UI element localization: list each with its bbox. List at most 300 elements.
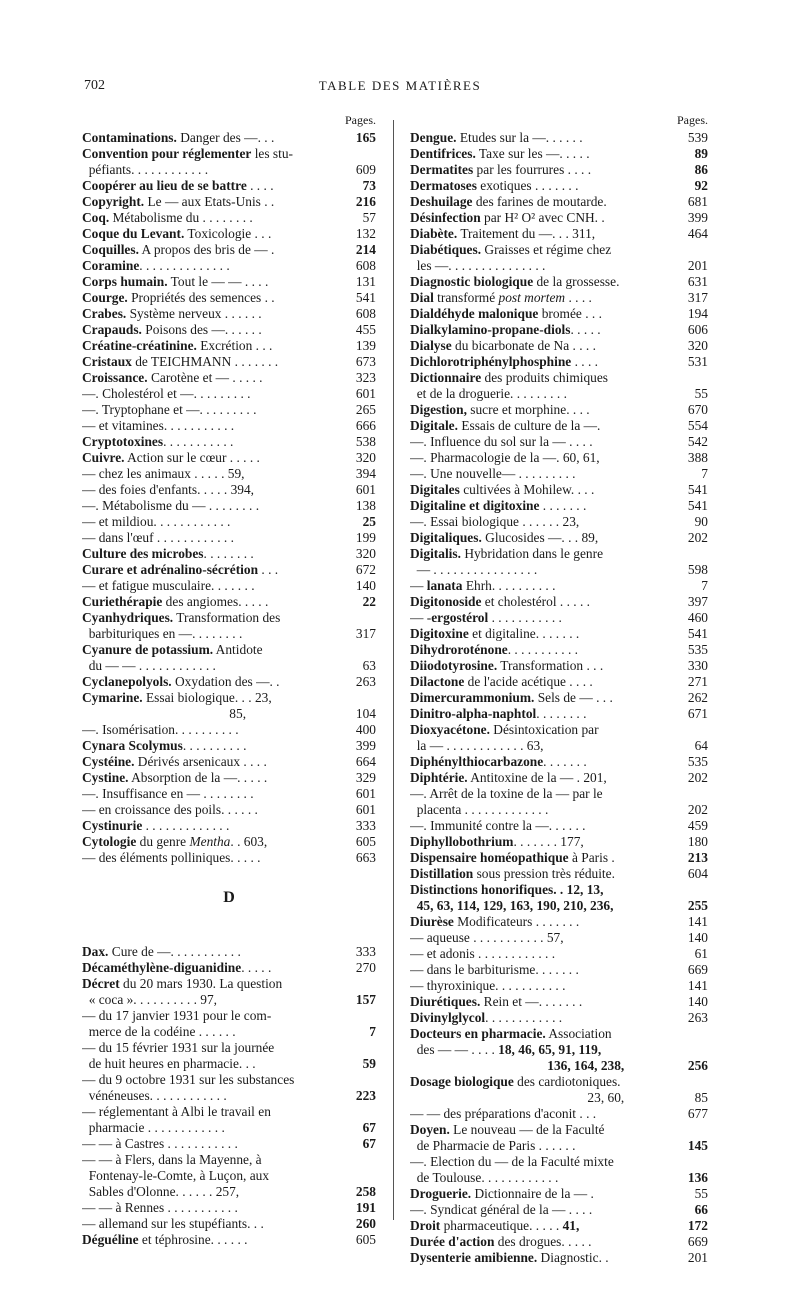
entry-text: Décret du 20 mars 1930. La question	[82, 976, 283, 991]
index-entry	[82, 770, 376, 786]
entry-text: —. Syndicat général de la — . . . .	[410, 1202, 593, 1217]
entry-page: 265	[355, 402, 376, 417]
entry-text: — lanata Ehrh. . . . . . . . . .	[410, 578, 556, 593]
entry-page: 66	[694, 1202, 708, 1217]
entry-text: — du 9 octobre 1931 sur les substances	[82, 1072, 295, 1087]
index-entry	[410, 642, 708, 658]
entry-text: Digitoxine et digitaline. . . . . . .	[410, 626, 580, 641]
entry-text: Cuivre. Action sur le cœur . . . . .	[82, 450, 260, 465]
entry-text: placenta . . . . . . . . . . . . .	[410, 802, 549, 817]
index-entry	[82, 834, 376, 850]
entry-text: Décaméthylène-diguanidine. . . . .	[82, 960, 272, 975]
entry-page: 598	[687, 562, 708, 577]
index-entry	[410, 1234, 708, 1250]
entry-page: 140	[687, 994, 708, 1009]
column-divider	[393, 120, 394, 1220]
entry-page: 202	[687, 802, 708, 817]
index-entry	[410, 1202, 708, 1218]
entry-text: Diabétiques. Graisses et régime chez	[410, 242, 612, 257]
index-entry	[82, 992, 376, 1008]
entry-text: barbituriques en —. . . . . . . .	[82, 626, 243, 641]
entry-page: 141	[687, 914, 708, 929]
left-column	[82, 110, 376, 1248]
entry-page: 214	[355, 242, 376, 257]
entry-text: Docteurs en pharmacie. Association	[410, 1026, 612, 1041]
index-entry	[410, 242, 708, 258]
entry-page: 7	[369, 1024, 376, 1039]
index-entry	[410, 770, 708, 786]
index-entry	[82, 338, 376, 354]
entry-text: et de la droguerie. . . . . . . . .	[410, 386, 567, 401]
index-entry	[82, 944, 376, 960]
entry-page: 541	[355, 290, 376, 305]
entry-page: 140	[355, 578, 376, 593]
index-entry	[410, 1138, 708, 1154]
entry-text: Droguerie. Dictionnaire de la — .	[410, 1186, 594, 1201]
entry-text: Sables d'Olonne. . . . . . 257,	[82, 1184, 240, 1199]
entry-text: Dimercurammonium. Sels de — . . .	[410, 690, 613, 705]
index-entry	[410, 882, 708, 898]
index-entry	[410, 818, 708, 834]
entry-page: 609	[355, 162, 376, 177]
index-entry	[82, 1088, 376, 1104]
entry-text: — et adonis . . . . . . . . . . . .	[410, 946, 556, 961]
entry-text: Dermatoses exotiques . . . . . . .	[410, 178, 579, 193]
entry-text: Durée d'action des drogues. . . . .	[410, 1234, 592, 1249]
entry-text: Copyright. Le — aux Etats-Unis . .	[82, 194, 275, 209]
entry-page: 25	[362, 514, 376, 529]
entry-text: Dialkylamino-propane-diols. . . . .	[410, 322, 601, 337]
index-entry	[82, 354, 376, 370]
entry-page: 67	[362, 1136, 376, 1151]
entry-text: Deshuilage des farines de moutarde.	[410, 194, 607, 209]
entry-text: — et mildiou. . . . . . . . . . . .	[82, 514, 231, 529]
index-entry	[82, 738, 376, 754]
entry-text: Digitale. Essais de culture de la —.	[410, 418, 601, 433]
entry-text: — des foies d'enfants. . . . . 394,	[82, 482, 254, 497]
index-entry	[410, 130, 708, 146]
index-entry	[82, 514, 376, 530]
entry-page: 55	[694, 386, 708, 401]
entry-text: Dichlorotriphénylphosphine . . . .	[410, 354, 599, 369]
right-column	[410, 110, 708, 1266]
entry-text: Dialdéhyde malonique bromée . . .	[410, 306, 602, 321]
entry-text: — et vitamines. . . . . . . . . . .	[82, 418, 235, 433]
entry-page: 145	[687, 1138, 708, 1153]
entry-page: 317	[355, 626, 376, 641]
index-entry	[82, 594, 376, 610]
index-entry	[410, 210, 708, 226]
index-entry	[410, 946, 708, 962]
entry-page: 669	[687, 1234, 708, 1249]
index-entry	[82, 674, 376, 690]
index-entry	[410, 194, 708, 210]
index-list-c	[82, 130, 376, 866]
entry-text: —. Election du — de la Faculté mixte	[410, 1154, 614, 1169]
pages-label-left: Pages.	[345, 113, 376, 127]
entry-text: « coca ». . . . . . . . . . 97,	[82, 992, 217, 1007]
entry-page: 608	[355, 258, 376, 273]
entry-text: Culture des microbes. . . . . . . .	[82, 546, 254, 561]
entry-page: 320	[355, 450, 376, 465]
entry-text: Diurèse Modificateurs . . . . . . .	[410, 914, 580, 929]
index-entry	[410, 594, 708, 610]
entry-text: Cryptotoxines. . . . . . . . . . .	[82, 434, 234, 449]
entry-text: 85,	[82, 706, 247, 721]
index-entry	[82, 706, 376, 722]
entry-text: Coq. Métabolisme du . . . . . . . .	[82, 210, 253, 225]
entry-text: Corps humain. Tout le — — . . . .	[82, 274, 269, 289]
index-entry	[82, 322, 376, 338]
entry-text: — thyroxinique. . . . . . . . . . .	[410, 978, 566, 993]
index-entry	[410, 706, 708, 722]
index-entry	[410, 1058, 708, 1074]
entry-page: 541	[687, 498, 708, 513]
index-entry	[82, 258, 376, 274]
entry-page: 535	[687, 642, 708, 657]
entry-page: 400	[355, 722, 376, 737]
entry-page: 263	[355, 674, 376, 689]
entry-text: Convention pour réglementer les stu-	[82, 146, 294, 161]
index-entry	[82, 1232, 376, 1248]
entry-text: —. Essai biologique . . . . . . 23,	[410, 514, 580, 529]
entry-page: 460	[687, 610, 708, 625]
index-entry	[410, 1106, 708, 1122]
index-entry	[410, 290, 708, 306]
entry-text: — — des préparations d'aconit . . .	[410, 1106, 597, 1121]
index-entry	[82, 658, 376, 674]
index-entry	[410, 866, 708, 882]
entry-text: Divinylglycol. . . . . . . . . . . .	[410, 1010, 563, 1025]
entry-text: Cystéine. Dérivés arsenicaux . . . .	[82, 754, 267, 769]
entry-page: 61	[694, 946, 708, 961]
entry-page: 85	[694, 1090, 708, 1105]
entry-text: Cystinurie . . . . . . . . . . . . .	[82, 818, 230, 833]
entry-page: 388	[687, 450, 708, 465]
entry-text: Dax. Cure de —. . . . . . . . . . .	[82, 944, 241, 959]
index-entry	[410, 562, 708, 578]
entry-text: péfiants. . . . . . . . . . . .	[82, 162, 209, 177]
entry-text: Dialyse du bicarbonate de Na . . . .	[410, 338, 596, 353]
entry-page: 64	[694, 738, 708, 753]
entry-text: 23, 60,	[410, 1090, 625, 1105]
entry-text: Cyanhydriques. Transformation des	[82, 610, 281, 625]
index-entry	[82, 1136, 376, 1152]
index-entry	[82, 642, 376, 658]
index-entry	[410, 434, 708, 450]
index-entry	[82, 1200, 376, 1216]
entry-text: Coque du Levant. Toxicologie . . .	[82, 226, 272, 241]
index-entry	[410, 802, 708, 818]
entry-page: 666	[355, 418, 376, 433]
index-entry	[82, 274, 376, 290]
index-entry	[82, 1120, 376, 1136]
entry-page: 89	[694, 146, 708, 161]
index-entry	[82, 1008, 376, 1024]
entry-page: 541	[687, 626, 708, 641]
index-entry	[82, 578, 376, 594]
entry-text: Cynara Scolymus. . . . . . . . . .	[82, 738, 247, 753]
entry-text: Diurétiques. Rein et —. . . . . . .	[410, 994, 583, 1009]
index-entry	[410, 1250, 708, 1266]
entry-text: Curare et adrénalino-sécrétion . . .	[82, 562, 279, 577]
index-entry	[82, 130, 376, 146]
entry-page: 55	[694, 1186, 708, 1201]
index-entry	[410, 402, 708, 418]
entry-text: Diphénylthiocarbazone. . . . . . .	[410, 754, 587, 769]
entry-text: —. Arrêt de la toxine de la — par le	[410, 786, 603, 801]
index-entry	[82, 1216, 376, 1232]
entry-text: Dictionnaire des produits chimiques	[410, 370, 608, 385]
entry-page: 601	[355, 482, 376, 497]
entry-text: —. Une nouvelle— . . . . . . . . .	[410, 466, 576, 481]
index-entry	[410, 850, 708, 866]
entry-page: 399	[687, 210, 708, 225]
entry-page: 605	[355, 834, 376, 849]
entry-page: 262	[687, 690, 708, 705]
entry-page: 608	[355, 306, 376, 321]
entry-page: 671	[687, 706, 708, 721]
index-entry	[410, 962, 708, 978]
index-entry	[410, 1218, 708, 1234]
entry-page: 202	[687, 530, 708, 545]
entry-text: —. Cholestérol et —. . . . . . . . .	[82, 386, 251, 401]
entry-page: 535	[687, 754, 708, 769]
entry-page: 669	[687, 962, 708, 977]
index-entry	[410, 722, 708, 738]
page-title: TABLE DES MATIÈRES	[318, 78, 482, 93]
index-entry	[82, 178, 376, 194]
index-list-d-left	[82, 944, 376, 1248]
entry-page: 223	[355, 1088, 376, 1103]
entry-page: 213	[687, 850, 708, 865]
entry-page: 631	[687, 274, 708, 289]
index-entry	[82, 210, 376, 226]
entry-text: Crabes. Système nerveux . . . . . .	[82, 306, 262, 321]
index-entry	[410, 386, 708, 402]
entry-page: 320	[687, 338, 708, 353]
index-entry	[410, 466, 708, 482]
entry-page: 260	[355, 1216, 376, 1231]
entry-page: 90	[694, 514, 708, 529]
index-entry	[410, 1042, 708, 1058]
entry-text: Dengue. Etudes sur la —. . . . . .	[410, 130, 583, 145]
index-entry	[82, 482, 376, 498]
entry-text: merce de la codéine . . . . . .	[82, 1024, 236, 1039]
entry-text: 136, 164, 238,	[547, 1058, 625, 1073]
entry-page: 317	[687, 290, 708, 305]
index-entry	[82, 194, 376, 210]
entry-text: Croissance. Carotène et — . . . . .	[82, 370, 263, 385]
entry-text: — et fatigue musculaire. . . . . . .	[82, 578, 255, 593]
entry-text: Doyen. Le nouveau — de la Faculté	[410, 1122, 605, 1137]
index-entry	[410, 658, 708, 674]
entry-page: 22	[362, 594, 376, 609]
entry-text: Cystine. Absorption de la —. . . . .	[82, 770, 268, 785]
index-entry	[410, 450, 708, 466]
index-entry	[410, 274, 708, 290]
entry-text: Dispensaire homéopathique à Paris .	[410, 850, 615, 865]
entry-page: 323	[355, 370, 376, 385]
entry-text: Contaminations. Danger des —. . .	[82, 130, 275, 145]
index-entry	[410, 162, 708, 178]
entry-text: — du 17 janvier 1931 pour le com-	[82, 1008, 272, 1023]
entry-text: —. Isomérisation. . . . . . . . . .	[82, 722, 239, 737]
index-entry	[82, 562, 376, 578]
entry-page: 672	[355, 562, 376, 577]
entry-page: 601	[355, 802, 376, 817]
entry-page: 104	[355, 706, 376, 721]
entry-page: 180	[687, 834, 708, 849]
entry-text: — des éléments polliniques. . . . .	[82, 850, 261, 865]
entry-page: 538	[355, 434, 376, 449]
entry-text: Digitaliques. Glucosides —. . . 89,	[410, 530, 599, 545]
entry-text: Dermatites par les fourrures . . . .	[410, 162, 592, 177]
index-entry	[82, 1056, 376, 1072]
index-entry	[410, 1122, 708, 1138]
entry-page: 7	[701, 466, 708, 481]
entry-page: 663	[355, 850, 376, 865]
index-entry	[410, 754, 708, 770]
entry-text: Digitonoside et cholestérol . . . . .	[410, 594, 591, 609]
index-list-d-right	[410, 130, 708, 1266]
entry-text: 45, 63, 114, 129, 163, 190, 210, 236,	[416, 898, 614, 913]
index-entry	[410, 690, 708, 706]
index-entry	[410, 578, 708, 594]
entry-page: 199	[355, 530, 376, 545]
entry-text: Dioxyacétone. Désintoxication par	[410, 722, 599, 737]
index-entry	[410, 178, 708, 194]
entry-text: Cristaux de TEICHMANN . . . . . . .	[82, 354, 279, 369]
index-entry	[82, 850, 376, 866]
entry-text: Distillation sous pression très réduite.	[410, 866, 615, 881]
entry-page: 73	[362, 178, 376, 193]
entry-page: 464	[687, 226, 708, 241]
entry-text: Diphtérie. Antitoxine de la — . 201,	[410, 770, 607, 785]
index-entry	[410, 418, 708, 434]
index-entry	[82, 146, 376, 162]
entry-text: Dial transformé post mortem . . . .	[410, 290, 592, 305]
entry-page: 394	[355, 466, 376, 481]
entry-page: 271	[687, 674, 708, 689]
entry-text: Diiodotyrosine. Transformation . . .	[410, 658, 604, 673]
entry-text: — — à Rennes . . . . . . . . . . .	[82, 1200, 238, 1215]
entry-text: — en croissance des poils. . . . . .	[82, 802, 258, 817]
entry-page: 201	[687, 1250, 708, 1265]
index-entry	[410, 258, 708, 274]
entry-page: 681	[687, 194, 708, 209]
entry-text: Cymarine. Essai biologique. . . 23,	[82, 690, 272, 705]
entry-page: 194	[687, 306, 708, 321]
index-entry	[82, 722, 376, 738]
index-entry	[82, 690, 376, 706]
index-entry	[410, 530, 708, 546]
entry-page: 664	[355, 754, 376, 769]
entry-page: 139	[355, 338, 376, 353]
entry-text: — chez les animaux . . . . . 59,	[82, 466, 245, 481]
entry-page: 459	[687, 818, 708, 833]
entry-page: 601	[355, 786, 376, 801]
entry-text: Coquilles. A propos des bris de — .	[82, 242, 275, 257]
index-entry	[82, 786, 376, 802]
entry-page: 256	[687, 1058, 708, 1073]
entry-text: —. Tryptophane et —. . . . . . . . .	[82, 402, 257, 417]
index-entry	[410, 978, 708, 994]
entry-text: —. Immunité contre la —. . . . . .	[410, 818, 586, 833]
entry-text: Coopérer au lieu de se battre . . . .	[82, 178, 274, 193]
index-entry	[82, 290, 376, 306]
entry-text: Coramine. . . . . . . . . . . . . .	[82, 258, 230, 273]
index-entry	[410, 146, 708, 162]
entry-page: 531	[687, 354, 708, 369]
entry-page: 330	[687, 658, 708, 673]
index-entry	[82, 418, 376, 434]
index-entry	[82, 1072, 376, 1088]
index-entry	[410, 626, 708, 642]
entry-page: 333	[355, 944, 376, 959]
entry-text: de Pharmacie de Paris . . . . . .	[410, 1138, 576, 1153]
entry-page: 216	[355, 194, 376, 209]
entry-text: Digitaline et digitoxine . . . . . . .	[410, 498, 587, 513]
index-entry	[82, 1168, 376, 1184]
index-entry	[82, 226, 376, 242]
entry-page: 399	[355, 738, 376, 753]
entry-page: 601	[355, 386, 376, 401]
index-entry	[82, 610, 376, 626]
index-entry	[410, 514, 708, 530]
index-entry	[82, 626, 376, 642]
index-entry	[410, 354, 708, 370]
entry-text: Dihydroroténone. . . . . . . . . . .	[410, 642, 579, 657]
entry-page: 541	[687, 482, 708, 497]
pages-label-right: Pages.	[677, 113, 708, 127]
entry-text: Cytologie du genre Mentha. . 603,	[82, 834, 268, 849]
entry-text: Diphyllobothrium. . . . . . . 177,	[410, 834, 584, 849]
index-entry	[82, 1152, 376, 1168]
entry-text: de huit heures en pharmacie. . .	[82, 1056, 256, 1071]
entry-page: 604	[687, 866, 708, 881]
index-entry	[82, 1024, 376, 1040]
entry-text: Créatine-créatinine. Excrétion . . .	[82, 338, 273, 353]
index-entry	[410, 1074, 708, 1090]
index-entry	[82, 498, 376, 514]
index-entry	[410, 1186, 708, 1202]
entry-text: Courge. Propriétés des semences . .	[82, 290, 275, 305]
entry-text: la — . . . . . . . . . . . . 63,	[410, 738, 544, 753]
entry-page: 86	[694, 162, 708, 177]
entry-page: 329	[355, 770, 376, 785]
index-entry	[410, 498, 708, 514]
entry-page: 677	[687, 1106, 708, 1121]
index-entry	[410, 674, 708, 690]
entry-page: 136	[687, 1170, 708, 1185]
entry-text: Digestion, sucre et morphine. . . .	[410, 402, 590, 417]
index-entry	[410, 338, 708, 354]
index-entry	[410, 1026, 708, 1042]
entry-text: Fontenay-le-Comte, à Luçon, aux	[82, 1168, 270, 1183]
index-entry	[410, 914, 708, 930]
entry-page: 320	[355, 546, 376, 561]
entry-page: 157	[355, 992, 376, 1007]
entry-text: Dinitro-alpha-naphtol. . . . . . . .	[410, 706, 587, 721]
entry-text: Diabète. Traitement du —. . . 311,	[410, 226, 596, 241]
index-entry	[82, 1040, 376, 1056]
entry-page: 670	[687, 402, 708, 417]
entry-text: Dysenterie amibienne. Diagnostic. .	[410, 1250, 609, 1265]
entry-page: 255	[687, 898, 708, 913]
entry-text: Droit pharmaceutique. . . . . 41,	[410, 1218, 580, 1233]
entry-page: 455	[355, 322, 376, 337]
